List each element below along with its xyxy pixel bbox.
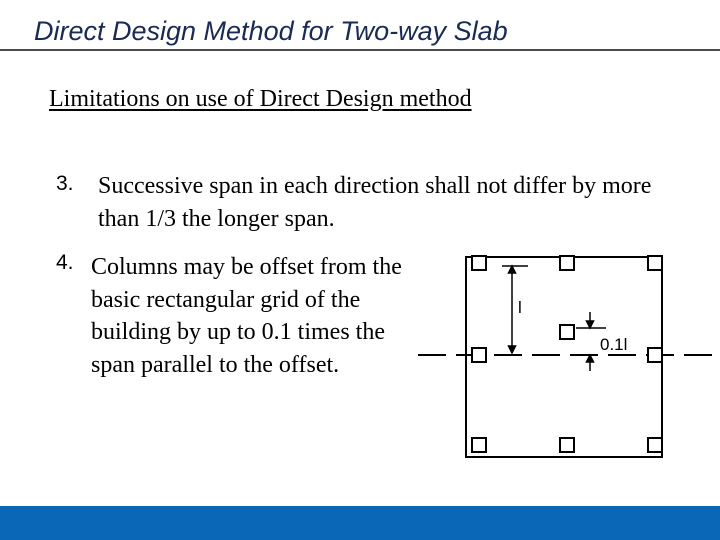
column-mid-offset xyxy=(560,325,574,339)
span-label: l xyxy=(518,298,522,317)
column-top-left xyxy=(472,256,486,270)
column-mid-right xyxy=(648,348,662,362)
slide-title: Direct Design Method for Two-way Slab xyxy=(34,16,508,46)
column-bottom-right xyxy=(648,438,662,452)
column-bottom-middle xyxy=(560,438,574,452)
offset-label: 0.1l xyxy=(600,335,628,354)
column-mid-left xyxy=(472,348,486,362)
column-top-right xyxy=(648,256,662,270)
column-top-middle xyxy=(560,256,574,270)
slab-outline xyxy=(466,257,662,457)
item-text-3: Successive span in each direction shall not differ by more than 1/3 the longer span. xyxy=(98,173,652,232)
item-number-4: 4. xyxy=(56,251,74,274)
slide-subtitle: Limitations on use of Direct Design method xyxy=(49,86,472,112)
span-dimension xyxy=(502,266,528,353)
item-text-4: Columns may be offset from the basic rectangular grid of the building by up to 0.1 times the span parallel to the offset. xyxy=(91,254,402,378)
title-divider xyxy=(0,49,720,51)
column-offset-diagram xyxy=(418,245,720,465)
item-number-3: 3. xyxy=(56,172,74,195)
column-bottom-left xyxy=(472,438,486,452)
footer-bar xyxy=(0,506,720,540)
